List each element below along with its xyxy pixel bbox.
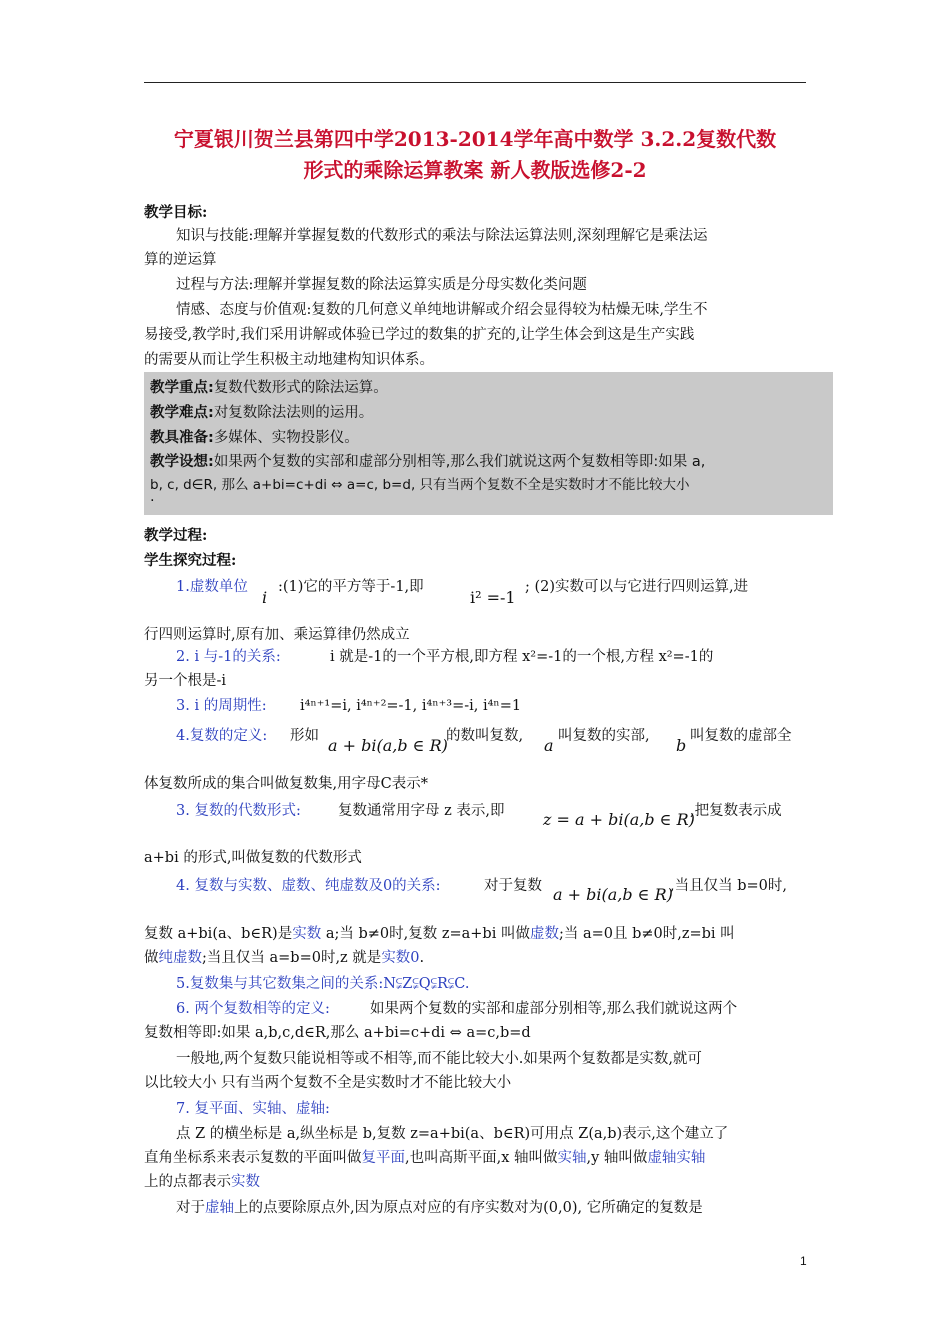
goal-paragraph-1a: 知识与技能:理解并掌握复数的代数形式的乘法与除法运算法则,深刻理解它是乘法运 (176, 228, 708, 244)
item3-label: 3. i 的周期性: (176, 698, 267, 714)
key-points-box (144, 372, 833, 515)
header-rule (144, 82, 806, 83)
goals-heading: 教学目标: (144, 204, 208, 221)
general-paragraph-b: 以比较大小 只有当两个复数不全是实数时才不能比较大小 (144, 1075, 512, 1091)
item5-math: z = a + bi(a,b ∈ R) (543, 810, 695, 829)
item6-zero-link[interactable]: 实数0 (381, 950, 420, 966)
goal-paragraph-3a: 情感、态度与价值观:复数的几何意义单纯地讲解或介绍会显得较为枯燥无味,学生不 (176, 302, 708, 318)
plane-paragraph-c (144, 1170, 260, 1195)
general-paragraph-a: 一般地,两个复数只能说相等或不相等,而不能比较大小.如果两个复数都是实数,就可 (176, 1051, 702, 1067)
process-heading: 教学过程: (144, 527, 208, 544)
item2-continuation: 另一个根是-i (144, 673, 227, 689)
item4-continuation: 体复数所成的集合叫做复数集,用字母C表示* (144, 776, 428, 792)
item1-text-2: ; (2)实数可以与它进行四则运算,进 (525, 579, 749, 595)
item6-cont-1b: a;当 b≠0时,复数 z=a+bi 叫做 (321, 926, 530, 942)
complex-plane-link[interactable]: 复平面 (361, 1150, 405, 1166)
item4-a: a (544, 736, 554, 755)
item7-set-relations: 5.复数集与其它数集之间的关系:N⫋Z⫋Q⫋R⫋C. (176, 976, 470, 992)
goal-paragraph-3b: 易接受,教学时,我们采用讲解或体验已学过的数集的扩充的,让学生体会到这是生产实践 (144, 327, 695, 343)
item5-continuation: a+bi 的形式,叫做复数的代数形式 (144, 850, 362, 866)
last-2: 上的点要除原点外,因为原点对应的有序实数对为(0,0), 它所确定的复数是 (234, 1200, 703, 1216)
item2-label: 2. i 与-1的关系: (176, 649, 281, 665)
item8-label: 6. 两个复数相等的定义: (176, 1001, 330, 1017)
item6-cont-2b: ;当且仅当 a=b=0时,z 就是 (202, 950, 382, 966)
design-text: 如果两个复数的实部和虚部分别相等,那么我们就说这两个复数相等即:如果 a, (213, 454, 706, 470)
tools-label: 教具准备: (150, 430, 214, 446)
item8-text: 如果两个复数的实部和虚部分别相等,那么我们就说这两个 (370, 1001, 738, 1017)
difficulty-label: 教学难点: (150, 405, 214, 421)
item4-text: 形如 (290, 728, 319, 744)
item4-text-4: 叫复数的虚部全 (690, 728, 792, 744)
title-line-2: 形式的乘除运算教案 新人教版选修2-2 (303, 158, 647, 182)
item3-text: i⁴ⁿ⁺¹=i, i⁴ⁿ⁺²=-1, i⁴ⁿ⁺³=-i, i⁴ⁿ=1 (300, 698, 522, 714)
document-title (140, 124, 810, 186)
last-1: 对于 (176, 1200, 205, 1216)
real-axis-link[interactable]: 实轴 (557, 1150, 587, 1166)
item2-text: i 就是-1的一个平方根,即方程 x²=-1的一个根,方程 x²=-1的 (330, 649, 714, 665)
key-point-text: 复数代数形式的除法运算。 (213, 380, 388, 396)
item1-math-i: i (262, 588, 268, 607)
item4-text-3: 叫复数的实部, (558, 728, 650, 744)
item5-label: 3. 复数的代数形式: (176, 803, 301, 819)
difficulty-text: 对复数除法法则的运用。 (213, 405, 374, 421)
item6-cont-1a: 复数 a+bi(a、b∈R)是 (144, 926, 293, 942)
goal-paragraph-3c: 的需要从而让学生积极主动地建构知识体系。 (144, 352, 434, 368)
real-number-link[interactable]: 实数 (231, 1174, 260, 1190)
item6-cont-2c: . (419, 950, 425, 966)
design-line-3: · (150, 493, 155, 509)
item4-math: a + bi(a,b ∈ R) (328, 736, 448, 755)
tools-text: 多媒体、实物投影仪。 (213, 430, 359, 446)
item9-label: 7. 复平面、实轴、虚轴: (176, 1101, 330, 1117)
plane-paragraph-b (144, 1146, 705, 1171)
item6-pure-link[interactable]: 纯虚数 (158, 950, 202, 966)
item6-real-link[interactable]: 实数 (292, 926, 322, 942)
plane-b-2: ,也叫高斯平面,x 轴叫做 (405, 1150, 558, 1166)
last-paragraph (176, 1196, 703, 1221)
plane-paragraph-a: 点 Z 的横坐标是 a,纵坐标是 b,复数 z=a+bi(a、b∈R)可用点 Z(a,b)表示,这个建立了 (176, 1126, 729, 1142)
difficulty-row (150, 401, 373, 422)
item1-label: 1.虚数单位 (176, 579, 248, 595)
item4-text-2: 的数叫复数, (446, 728, 524, 744)
item6-cont-1c: ;当 a=0且 b≠0时,z=bi 叫 (558, 926, 735, 942)
plane-b-3: ,y 轴叫做 (586, 1150, 648, 1166)
process-subheading: 学生探究过程: (144, 552, 237, 569)
design-line-2: b, c, d∈R, 那么 a+bi=c+di ⇔ a=c, b=d, 只有当两个复数不全是实数时才不能比较大小 (150, 477, 690, 493)
plane-c-1: 上的点都表示 (144, 1174, 231, 1190)
item6-text-2: ,当且仅当 b=0时, (670, 878, 787, 894)
design-row (150, 450, 705, 471)
item1-text: :(1)它的平方等于-1,即 (278, 579, 424, 595)
item6-imag-link[interactable]: 虚数 (529, 926, 559, 942)
item8-continuation: 复数相等即:如果 a,b,c,d∈R,那么 a+bi=c+di ⇔ a=c,b=d (144, 1025, 531, 1041)
item6-continuation-1 (144, 922, 735, 947)
item6-cont-2a: 做 (144, 950, 159, 966)
item6-continuation-2 (144, 946, 424, 971)
imag-axis-link-2[interactable]: 虚轴 (205, 1200, 234, 1216)
tools-row (150, 426, 359, 447)
item4-b: b (676, 736, 687, 755)
item6-text: 对于复数 (484, 878, 542, 894)
imag-axis-link[interactable]: 虚轴实轴 (647, 1150, 706, 1166)
title-line-1: 宁夏银川贺兰县第四中学2013-2014学年高中数学 3.2.2复数代数 (173, 127, 777, 151)
item1-continuation: 行四则运算时,原有加、乘运算律仍然成立 (144, 627, 410, 643)
design-label: 教学设想: (150, 454, 214, 470)
item5-text-2: ,把复数表示成 (690, 803, 782, 819)
item5-text: 复数通常用字母 z 表示,即 (338, 803, 505, 819)
key-point-row (150, 376, 388, 397)
item4-label: 4.复数的定义: (176, 728, 268, 744)
goal-paragraph-1b: 算的逆运算 (144, 252, 217, 268)
item6-math: a + bi(a,b ∈ R) (553, 885, 673, 904)
plane-b-1: 直角坐标系来表示复数的平面叫做 (144, 1150, 362, 1166)
item1-math-eq: i² =-1 (470, 588, 516, 607)
item6-label: 4. 复数与实数、虚数、纯虚数及0的关系: (176, 878, 441, 894)
goal-paragraph-2: 过程与方法:理解并掌握复数的除法运算实质是分母实数化类问题 (176, 277, 587, 293)
page-number: 1 (800, 1254, 807, 1268)
key-point-label: 教学重点: (150, 380, 214, 396)
